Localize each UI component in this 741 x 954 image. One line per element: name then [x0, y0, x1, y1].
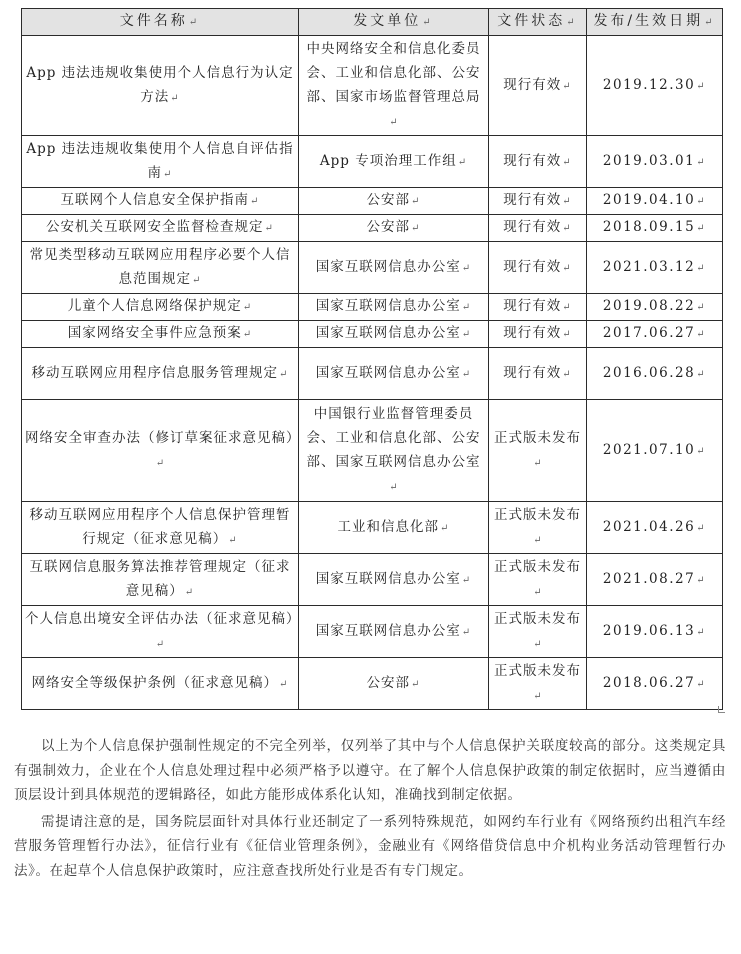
cell-document-name: App 违法违规收集使用个人信息行为认定方法↵ [22, 36, 299, 136]
cell-document-name: 互联网个人信息安全保护指南↵ [22, 188, 299, 215]
table-row [22, 348, 723, 400]
cell-status: 现行有效↵ [489, 36, 587, 136]
header-issuer: 发文单位↵ [299, 9, 489, 36]
cell-issuer: 中央网络安全和信息化委员会、工业和信息化部、公安部、国家市场监督管理总局↵ [299, 36, 489, 136]
paragraph: 以上为个人信息保护强制性规定的不完全列举，仅列举了其中与个人信息保护关联度较高的部分。这类规定具有强制效力，企业在个人信息处理过程中必须严格予以遵守。在了解个人信息保护政策的制定依据时，应当遵循由顶层设计到具体规范的逻辑路径，如此方能形成体系化认知，准确找到制定依据。 [14, 738, 726, 803]
cell-status: 现行有效↵ [489, 348, 587, 400]
cell-date: 2021.08.27↵ [587, 554, 723, 606]
cell-document-name: 儿童个人信息网络保护规定↵ [22, 294, 299, 321]
cell-date: 2021.04.26↵ [587, 502, 723, 554]
cell-status: 现行有效↵ [489, 136, 587, 188]
cell-status: 正式版未发布↵ [489, 606, 587, 658]
cell-date: 2019.08.22↵ [587, 294, 723, 321]
cell-document-name: 互联网信息服务算法推荐管理规定（征求意见稿）↵ [22, 554, 299, 606]
table-end-marker [718, 706, 725, 713]
table-row [22, 242, 723, 294]
cell-date: 2016.06.28↵ [587, 348, 723, 400]
cell-date: 2021.07.10↵ [587, 400, 723, 502]
cell-issuer: 国家互联网信息办公室↵ [299, 242, 489, 294]
cell-date: 2017.06.27↵ [587, 321, 723, 348]
cell-issuer: 公安部↵ [299, 188, 489, 215]
table-row [22, 658, 723, 710]
cell-status: 正式版未发布↵ [489, 400, 587, 502]
table-row [22, 554, 723, 606]
cell-issuer: 公安部↵ [299, 658, 489, 710]
cell-date: 2019.12.30↵ [587, 36, 723, 136]
cell-document-name: 移动互联网应用程序个人信息保护管理暂行规定（征求意见稿）↵ [22, 502, 299, 554]
header-status: 文件状态↵ [489, 9, 587, 36]
cell-date: 2018.06.27↵ [587, 658, 723, 710]
cell-issuer: 国家互联网信息办公室↵ [299, 348, 489, 400]
cell-document-name: App 违法违规收集使用个人信息自评估指南↵ [22, 136, 299, 188]
cell-status: 现行有效↵ [489, 188, 587, 215]
cell-date: 2019.06.13↵ [587, 606, 723, 658]
cell-status: 现行有效↵ [489, 321, 587, 348]
table-row [22, 294, 723, 321]
cell-status: 正式版未发布↵ [489, 502, 587, 554]
cell-date: 2018.09.15↵ [587, 215, 723, 242]
table-row [22, 188, 723, 215]
cell-document-name: 个人信息出境安全评估办法（征求意见稿）↵ [22, 606, 299, 658]
cell-document-name: 网络安全等级保护条例（征求意见稿）↵ [22, 658, 299, 710]
cell-status: 正式版未发布↵ [489, 658, 587, 710]
table-row [22, 502, 723, 554]
cell-issuer: App 专项治理工作组↵ [299, 136, 489, 188]
cell-status: 现行有效↵ [489, 215, 587, 242]
cell-issuer: 公安部↵ [299, 215, 489, 242]
cell-issuer: 国家互联网信息办公室↵ [299, 321, 489, 348]
cell-date: 2021.03.12↵ [587, 242, 723, 294]
table-row [22, 400, 723, 502]
header-date: 发布/生效日期↵ [587, 9, 723, 36]
cell-document-name: 网络安全审查办法（修订草案征求意见稿）↵ [22, 400, 299, 502]
cell-status: 现行有效↵ [489, 242, 587, 294]
cell-date: 2019.03.01↵ [587, 136, 723, 188]
cell-document-name: 移动互联网应用程序信息服务管理规定↵ [22, 348, 299, 400]
table-row [22, 36, 723, 136]
cell-issuer: 中国银行业监督管理委员会、工业和信息化部、公安部、国家互联网信息办公室↵ [299, 400, 489, 502]
cell-issuer: 国家互联网信息办公室↵ [299, 554, 489, 606]
header-document-name: 文件名称↵ [22, 9, 299, 36]
cell-document-name: 常见类型移动互联网应用程序必要个人信息范围规定↵ [22, 242, 299, 294]
cell-issuer: 国家互联网信息办公室↵ [299, 294, 489, 321]
cell-status: 现行有效↵ [489, 294, 587, 321]
paragraph: 需提请注意的是，国务院层面针对具体行业还制定了一系列特殊规范，如网约车行业有《网络预约出租汽车经营服务管理暂行办法》，征信行业有《征信业管理条例》，金融业有《网络借贷信息中介机构业务活动管理暂行办法》。在起草个人信息保护政策时，应注意查找所处行业是否有专门规定。 [14, 813, 726, 879]
regulations-table [21, 8, 723, 710]
cell-document-name: 公安机关互联网安全监督检查规定↵ [22, 215, 299, 242]
body-text [14, 734, 726, 885]
table-header-row [22, 9, 723, 36]
cell-issuer: 工业和信息化部↵ [299, 502, 489, 554]
table-row [22, 215, 723, 242]
table-row [22, 136, 723, 188]
cell-document-name: 国家网络安全事件应急预案↵ [22, 321, 299, 348]
cell-status: 正式版未发布↵ [489, 554, 587, 606]
table-row [22, 606, 723, 658]
table-row [22, 321, 723, 348]
cell-date: 2019.04.10↵ [587, 188, 723, 215]
cell-issuer: 国家互联网信息办公室↵ [299, 606, 489, 658]
